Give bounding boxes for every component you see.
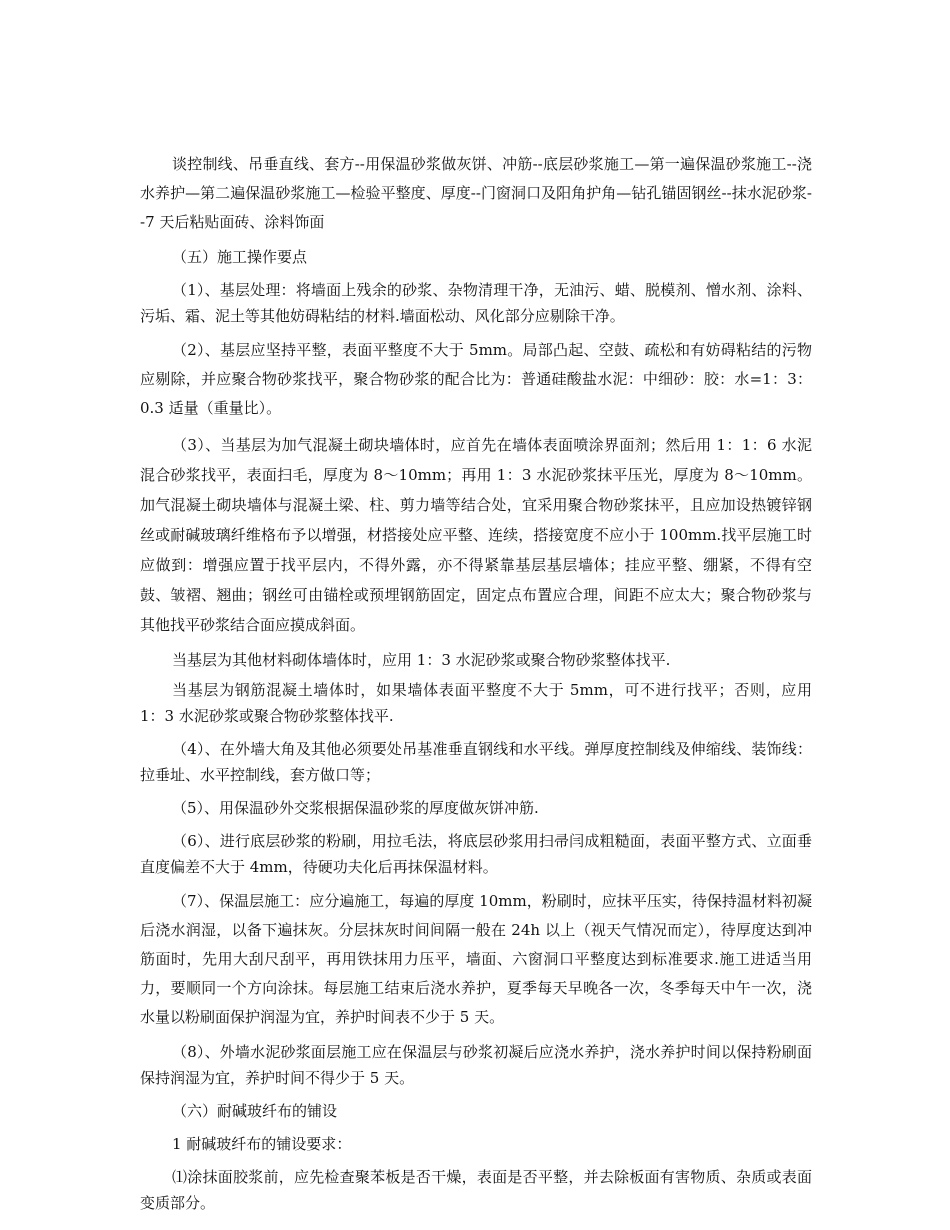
paragraph-process-flow: 谈控制线、吊垂直线、套方--用保温砂浆做灰饼、冲筋--底层砂浆施工—第一遍保温砂浆施工--浇水养护—第二遍保温砂浆施工—检验平整度、厚度--门窗洞口及阳角护角—钻孔锚固钢丝--抹水泥砂浆--7 天后粘贴面砖、涂料饰面 [140, 155, 812, 231]
subheading-fiber-requirements: 1 耐碱玻纤布的铺设要求： [172, 1135, 352, 1153]
document-page [140, 150, 812, 1223]
section-heading-5: （五）施工操作要点 [172, 248, 308, 266]
paragraph-item-5: （5）、用保温砂外交浆根据保温砂浆的厚度做灰饼冲筋. [172, 799, 539, 817]
paragraph-sub-item-1: ⑴涂抹面胶浆前，应先检查聚苯板是否干燥，表面是否平整，并去除板面有害物质、杂质或表面变质部分。 [140, 1168, 812, 1212]
section-heading-6: （六）耐碱玻纤布的铺设 [172, 1102, 338, 1120]
paragraph-item-6: （6）、进行底层砂浆的粉刷，用拉毛法，将底层砂浆用扫帚闫成粗糙面，表面平整方式、立面垂直度偏差不大于 4mm，待硬功夫化后再抹保温材料。 [140, 832, 812, 876]
paragraph-item-3: （3）、当基层为加气混凝土砌块墙体时，应首先在墙体表面喷涂界面剂；然后用 1：1：6 水泥混合砂浆找平，表面扫毛，厚度为 8～10mm；再用 1：3 水泥砂浆抹平压光，厚度为 8～10mm。加气混凝土砌块墙体与混凝土梁、柱、剪力墙等结合处，宜采用聚合物砂浆抹平，且应加设热镀锌钢丝或耐碱玻璃纤维格布予以增强，材搭接处应平整、连续，搭接宽度不应小于 100mm.找平层施工时应做到：增强应置于找平层内，不得外露，亦不得紧靠基层基层墙体；挂应平整、绷紧，不得有空鼓、皱褶、翘曲；钢丝可由锚栓或预埋钢筋固定，固定点布置应合理，间距不应太大；聚合物砂浆与其他找平砂浆结合面应摸成斜面。 [140, 436, 812, 634]
paragraph-concrete-wall: 当基层为钢筋混凝土墙体时，如果墙体表面平整度不大于 5mm，可不进行找平；否则，应用 1：3 水泥砂浆或聚合物砂浆整体找平. [140, 681, 812, 725]
paragraph-other-masonry: 当基层为其他材料砌体墙体时，应用 1：3 水泥砂浆或聚合物砂浆整体找平. [172, 651, 671, 669]
paragraph-item-4: （4）、在外墙大角及其他必须要处吊基准垂直钢线和水平线。弹厚度控制线及伸缩线、装饰线：拉垂址、水平控制线，套方做口等； [140, 740, 812, 784]
paragraph-item-1: （1）、基层处理：将墙面上残余的砂浆、杂物清理干净，无油污、蜡、脱模剂、憎水剂、涂料、污垢、霜、泥土等其他妨碍粘结的材料.墙面松动、风化部分应剔除干净。 [140, 281, 812, 325]
paragraph-item-8: （8）、外墙水泥砂浆面层施工应在保温层与砂浆初凝后应浇水养护，浇水养护时间以保持粉刷面保持润湿为宜，养护时间不得少于 5 天。 [140, 1043, 812, 1087]
paragraph-item-2: （2）、基层应坚持平整，表面平整度不大于 5mm。局部凸起、空鼓、疏松和有妨碍粘结的污物应剔除，并应聚合物砂浆找平，聚合物砂浆的配合比为：普通硅酸盐水泥：中细砂：胶：水=1：3：0.3 适量（重量比）。 [140, 341, 812, 417]
paragraph-item-7: （7）、保温层施工：应分遍施工，每遍的厚度 10mm，粉刷时，应抹平压实，待保持温材料初凝后浇水润湿，以备下遍抹灰。分层抹灰时间间隔一般在 24h 以上（视天气情况而定），待厚度达到冲筋面时，先用大刮尺刮平，再用铁抹用力压平，墙面、六窗洞口平整度达到标准要求.施工进适当用力，要顺同一个方向涂抹。每层施工结束后浇水养护，夏季每天早晚各一次，冬季每天中午一次，浇水量以粉刷面保护润湿为宜，养护时间表不少于 5 天。 [140, 892, 812, 1026]
